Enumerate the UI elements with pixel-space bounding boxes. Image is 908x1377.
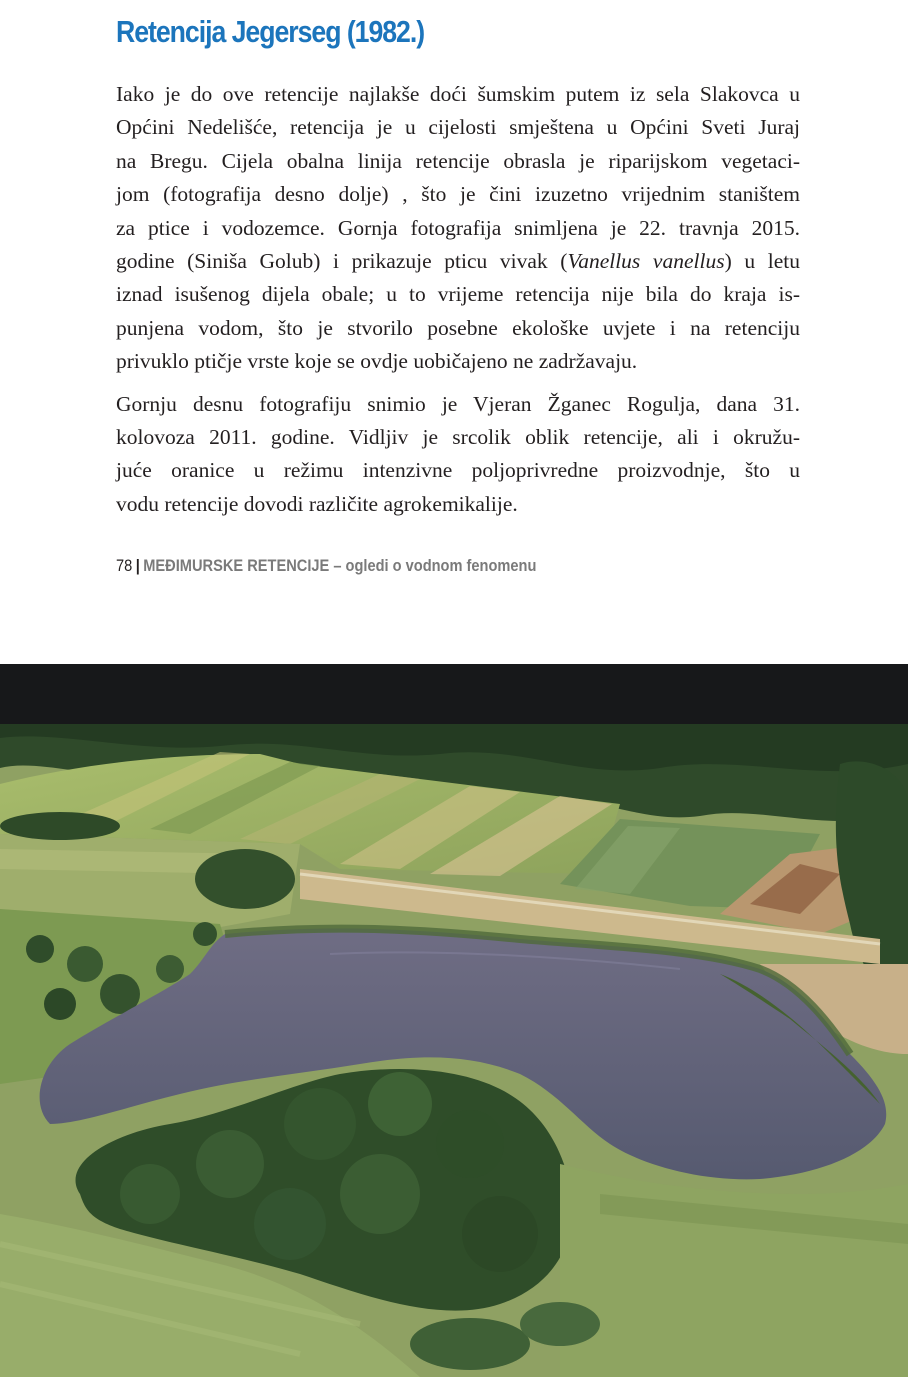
text-line: vodu retencije dovodi različite agrokemikalije.: [116, 491, 518, 516]
text-line: Općini Nedelišće, retencija je u cijelosti smještena u Općini Sveti Juraj: [116, 115, 800, 140]
book-page: [0, 0, 908, 664]
text-line-with-species: [116, 245, 800, 278]
page-number: 78: [116, 556, 133, 575]
text-segment: godine (Siniša Golub) i prikazuje pticu vivak (: [116, 249, 568, 274]
text-line: za ptice i vodozemce. Gornja fotografija snimljena je 22. travnja 2015.: [116, 215, 800, 240]
text-line: jom (fotografija desno dolje) , što je čini izuzetno vrijednim staništem: [116, 182, 800, 207]
text-line: na Bregu. Cijela obalna linija retencije obrasla je riparijskom vegetaci-: [116, 148, 800, 173]
page-gap-band: [0, 664, 908, 724]
text-line: privuklo ptičje vrste koje se ovdje uobičajeno ne zadržavaju.: [116, 349, 638, 374]
article-body: [116, 78, 800, 530]
book-subtitle: – ogledi o vodnom fenomenu: [329, 556, 537, 575]
text-line: kolovoza 2011. godine. Vidljiv je srcolik oblik retencije, ali i okružu-: [116, 425, 800, 450]
text-line: punjena vodom, što je stvorilo posebne ekološke uvjete i na retenciju: [116, 315, 800, 340]
text-segment: ) u letu: [724, 249, 800, 274]
footer-separator: |: [135, 556, 140, 575]
text-line: iznad isušenog dijela obale; u to vrijeme retencija nije bila do kraja is-: [116, 282, 800, 307]
paragraph-1: [116, 78, 800, 379]
aerial-photo: [0, 724, 908, 1377]
book-title: MEĐIMURSKE RETENCIJE: [143, 556, 330, 575]
text-line: juće oranice u režimu intenzivne poljoprivredne proizvodnje, što u: [116, 458, 800, 483]
paragraph-2: [116, 388, 800, 522]
article-heading: Retencija Jegerseg (1982.): [116, 14, 425, 49]
text-line: Gornju desnu fotografiju snimio je Vjeran Žganec Rogulja, dana 31.: [116, 391, 800, 416]
species-name: Vanellus vanellus: [567, 249, 725, 274]
page-footer: [116, 556, 536, 576]
text-line: Iako je do ove retencije najlakše doći šumskim putem iz sela Slakovca u: [116, 82, 800, 106]
